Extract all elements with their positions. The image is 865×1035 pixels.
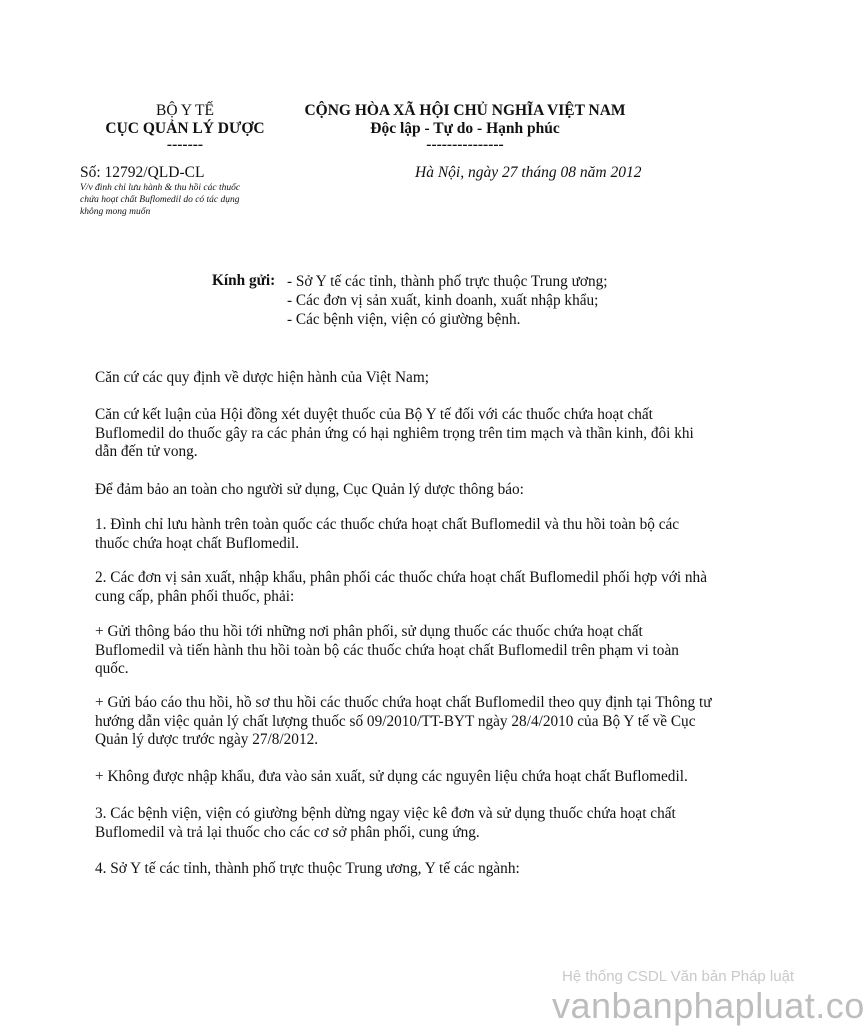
header-right — [295, 102, 635, 152]
national-motto: Độc lập - Tự do - Hạnh phúc — [370, 120, 560, 137]
paragraph-item-3: 3. Các bệnh viện, viện có giường bệnh dừng ngay việc kê đơn và sử dụng thuốc chứa hoạt chất Buflomedil và trả lại thuốc cho các cơ sở phân phối, cung ứng. — [95, 805, 676, 841]
ministry-name: BỘ Y TẾ — [156, 102, 214, 119]
header-right-divider: --------------- — [426, 136, 504, 153]
paragraph-item-2-a: + Gửi thông báo thu hồi tới những nơi phân phối, sử dụng thuốc các thuốc chứa hoạt chất Buflomedil và tiến hành thu hồi toàn bộ các thuốc chứa hoạt chất Buflomedil trên phạm vi toàn quốc. — [95, 623, 679, 677]
recipient-item: - Sở Y tế các tỉnh, thành phố trực thuộc Trung ương; — [287, 273, 608, 290]
paragraph-council-conclusion: Căn cứ kết luận của Hội đồng xét duyệt thuốc của Bộ Y tế đối với các thuốc chứa hoạt chất Buflomedil do thuốc gây ra các phản ứng có hại nghiêm trọng trên tim mạch và thần kinh, đôi khi dẫn đến tử vong. — [95, 406, 694, 460]
recipients-label: Kính gửi: — [212, 272, 276, 289]
subject-line: chứa hoạt chất Buflomedil do có tác dụng — [80, 195, 240, 205]
paragraph-legal-basis: Căn cứ các quy định về dược hiện hành của Việt Nam; — [95, 369, 429, 386]
recipient-item: - Các đơn vị sản xuất, kinh doanh, xuất nhập khẩu; — [287, 292, 599, 309]
place-date: Hà Nội, ngày 27 tháng 08 năm 2012 — [415, 164, 642, 181]
watermark-line-2: vanbanphapluat.co — [552, 985, 865, 1026]
paragraph-announcement: Để đảm bảo an toàn cho người sử dụng, Cục Quản lý dược thông báo: — [95, 481, 524, 498]
paragraph-item-2-b: + Gửi báo cáo thu hồi, hồ sơ thu hồi các thuốc chứa hoạt chất Buflomedil theo quy định tại Thông tư hướng dẫn việc quản lý chất lượng thuốc số 09/2010/TT-BYT ngày 28/4/2010 của Bộ Y tế về Cục Quản lý dược trước ngày 27/8/2012. — [95, 694, 712, 748]
header-left — [95, 102, 275, 152]
recipients-list — [287, 272, 608, 329]
header-left-divider: ------- — [166, 136, 204, 153]
nation-name: CỘNG HÒA XÃ HỘI CHỦ NGHĨA VIỆT NAM — [304, 102, 626, 119]
paragraph-item-2-c: + Không được nhập khẩu, đưa vào sản xuất, sử dụng các nguyên liệu chứa hoạt chất Buflomedil. — [95, 768, 688, 785]
document-number: Số: 12792/QLD-CL — [80, 164, 205, 181]
paragraph-item-1: 1. Đình chỉ lưu hành trên toàn quốc các thuốc chứa hoạt chất Buflomedil và thu hồi toàn bộ các thuốc chứa hoạt chất Buflomedil. — [95, 516, 680, 552]
subject-line: không mong muốn — [80, 207, 151, 217]
paragraph-item-2: 2. Các đơn vị sản xuất, nhập khẩu, phân phối các thuốc chứa hoạt chất Buflomedil phối hợp với nhà cung cấp, phân phối thuốc, phải: — [95, 569, 707, 605]
document-subject — [80, 182, 290, 218]
recipient-item: - Các bệnh viện, viện có giường bệnh. — [287, 311, 521, 328]
department-name: CỤC QUẢN LÝ DƯỢC — [105, 120, 265, 137]
paragraph-item-4: 4. Sở Y tế các tỉnh, thành phố trực thuộc Trung ương, Y tế các ngành: — [95, 860, 520, 877]
subject-line: V/v đình chỉ lưu hành & thu hồi các thuốc — [80, 183, 241, 193]
watermark-line-1: Hệ thống CSDL Văn bản Pháp luật — [562, 968, 795, 985]
